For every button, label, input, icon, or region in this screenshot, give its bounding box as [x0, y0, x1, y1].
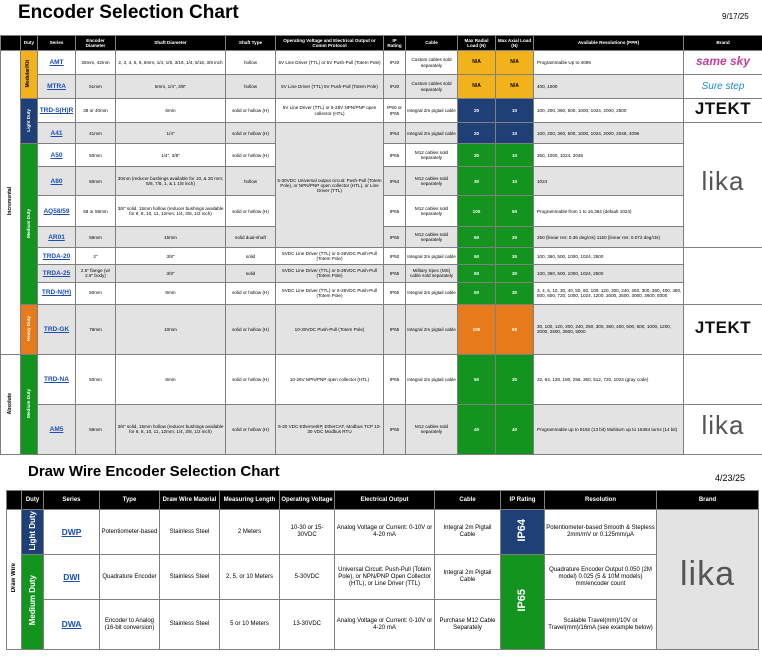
cell-cable: Integral 2m pigtail cable — [406, 248, 458, 265]
cell-voltage: 5-30 VDC Ethernet/IP, EtherCAT, Modbus TCP 10-30 VDC Modbus RTU — [276, 404, 384, 454]
cell-voltage: 10-26V NPN/PNP open collector (HTL) — [276, 354, 384, 404]
cell-diameter: 51mm — [76, 75, 116, 99]
header-voltage: Operating Voltage — [280, 491, 335, 510]
cell-diameter: 41mm — [76, 123, 116, 144]
series-link-a41[interactable]: A41 — [38, 123, 76, 144]
cell-radial: 40 — [458, 404, 496, 454]
brand-blank-2 — [684, 354, 762, 404]
cell-voltage: 13-30VDC — [280, 600, 335, 650]
cell-axial: 30 — [496, 282, 534, 304]
cell-length: 5 or 10 Meters — [220, 600, 280, 650]
series-link-aq58[interactable]: AQ58/59 — [38, 196, 76, 227]
chart1-date: 9/17/25 — [722, 12, 749, 21]
header-series: Series — [38, 36, 76, 51]
header-shaft-type: Shaft Type — [226, 36, 276, 51]
cell-shaft: 6mm — [116, 99, 226, 123]
series-link-am5[interactable]: AM5 — [38, 404, 76, 454]
chart2-date: 4/23/25 — [715, 473, 746, 483]
duty-medium: Medium Duty — [21, 144, 38, 304]
cell-resolution: Programmable up to 8192 (13 bit) Multiturn up to 16384 turns (14 bit) — [534, 404, 684, 454]
cell-radial: 20 — [458, 123, 496, 144]
cell-cable: Integral 2m Pigtail Cable — [435, 555, 501, 600]
cell-shaft: 3/8" — [116, 265, 226, 282]
cell-axial: 50 — [496, 304, 534, 354]
cell-diameter: 2" — [76, 248, 116, 265]
cell-resolution: 100, 200, 360, 500, 1000, 1024, 2000, 2500 — [534, 99, 684, 123]
cell-type: Quadrature Encoder — [100, 555, 160, 600]
cell-shaft: 3/8" — [116, 248, 226, 265]
cell-shaft: 3/8" solid, 15mm hollow (reducer bushings available for 6, 8, 10, 11, 12mm; 1/4, 3/8, 1/2 inch) — [116, 404, 226, 454]
header-resolutions: Available Resolutions (PPR) — [534, 36, 684, 51]
cell-cable: M12 cables sold separately — [406, 167, 458, 196]
header-length: Measuring Length — [220, 491, 280, 510]
header-type: Type — [100, 491, 160, 510]
table-row — [1, 248, 762, 265]
cell-type: Potentiometer-based — [100, 510, 160, 555]
table-row — [7, 510, 759, 555]
duty-modular: Modular/Kit — [21, 51, 38, 99]
cell-resolution: 1024 — [534, 167, 684, 196]
brand-sure-step-logo: Sure step — [684, 75, 762, 99]
cell-axial: N/A — [496, 75, 534, 99]
table-row — [1, 282, 762, 304]
cell-resolution: 400, 1000 — [534, 75, 684, 99]
table-row — [1, 354, 762, 404]
cell-cable: Integral 2m pigtail cable — [406, 354, 458, 404]
cell-ip: IP50 — [384, 248, 406, 265]
cell-type: solid or hollow (H) — [226, 354, 276, 404]
cell-type: solid or hollow (H) — [226, 144, 276, 167]
cell-resolution: 100, 360, 500, 1000, 1024, 2500 — [534, 265, 684, 282]
table-row — [1, 75, 762, 99]
duty-medium: Medium Duty — [22, 555, 44, 650]
cell-shaft: 5mm, 1/4", 3/8" — [116, 75, 226, 99]
series-link-amt[interactable]: AMT — [38, 51, 76, 75]
brand-same-sky-logo: same sky — [684, 51, 762, 75]
series-link-trd-nh[interactable]: TRD-N(H) — [38, 282, 76, 304]
brand-jtekt-logo-2: JTEKT — [684, 304, 762, 354]
header-material: Draw Wire Material — [160, 491, 220, 510]
cell-voltage: 5V Line Driver (TTL) or 5V Push-Pull (Totem Pole) — [276, 51, 384, 75]
cell-diameter: 50mm — [76, 354, 116, 404]
cell-ip: IP20 — [384, 51, 406, 75]
cell-type: solid — [226, 248, 276, 265]
cell-cable: Purchase M12 Cable Separately — [435, 600, 501, 650]
cell-diameter: 50mm — [76, 144, 116, 167]
cell-cable: Custom cables sold separately — [406, 51, 458, 75]
cell-output: Analog Voltage or Current: 0-10V or 4-20 mA — [335, 510, 435, 555]
cell-voltage: 5VDC Line Driver (TTL) or 5-28VDC Push-Pull (Totem Pole) — [276, 265, 384, 282]
cell-resolution: Programmable Up to 4096 — [534, 51, 684, 75]
cell-type: solid or hollow (H) — [226, 196, 276, 227]
cell-resolution: Scalable Travel(mm)/10V or Travel(mm)/16mA (see example below) — [545, 600, 657, 650]
cell-axial: 10 — [496, 167, 534, 196]
header-ip-rating: IP Rating — [384, 36, 406, 51]
cell-shaft: 3/8" solid, 15mm hollow (reducer bushings available for 6, 8, 10, 11, 12mm; 1/4, 3/8, 1/2 inch) — [116, 196, 226, 227]
cell-resolution: 30, 100, 120, 200, 240, 250, 300, 360, 400, 500, 600, 1000, 1200, 2000, 2500, 3600, 5000 — [534, 304, 684, 354]
header-duty: Duty — [21, 36, 38, 51]
cell-shaft: 1/4" — [116, 123, 226, 144]
cell-ip: IP65 — [384, 227, 406, 248]
cell-length: 2 Meters — [220, 510, 280, 555]
cell-shaft: 1/4", 3/8" — [116, 144, 226, 167]
table-row — [1, 51, 762, 75]
cell-type: solid or hollow (H) — [226, 99, 276, 123]
header-output: Electrical Output — [335, 491, 435, 510]
cell-lika-voltage: 5-30VDC Universal output circuit: Push-Pull (Totem Pole), or NPN/PNP open collector (HTL), or Line Driver (TTL) — [276, 123, 384, 248]
cell-output: Universal Circuit: Push-Pull (Totem Pole), or NPN/PNP Open Collector (HTL), or Line Driver (TTL) — [335, 555, 435, 600]
cell-radial: 50 — [458, 227, 496, 248]
cell-radial: N/A — [458, 51, 496, 75]
cell-type: solid or hollow (H) — [226, 123, 276, 144]
cell-ip: IP65 — [384, 196, 406, 227]
cell-radial: 100 — [458, 304, 496, 354]
cell-ip: IP65 — [501, 555, 545, 650]
table-row — [7, 555, 759, 600]
cell-shaft: 8mm — [116, 282, 226, 304]
cell-cable: Integral 2m pigtail cable — [406, 304, 458, 354]
cell-ip: IP20 — [384, 75, 406, 99]
cell-type: hollow — [226, 51, 276, 75]
cell-voltage: 5V Line Driver (TTL) 5V Push-Pull (Totem Pole) — [276, 75, 384, 99]
table-row — [1, 404, 762, 454]
cell-type: solid — [226, 265, 276, 282]
cell-cable: Integral 2m pigtail cable — [406, 282, 458, 304]
cell-resolution: 32, 64, 128, 180, 256, 360, 512, 720, 1024 (gray code) — [534, 354, 684, 404]
cell-ip: IP65 — [384, 304, 406, 354]
group-absolute: Absolute — [1, 354, 21, 454]
header-encoder-diameter: Encoder Diameter — [76, 36, 116, 51]
brand-lika-logo-3: lika — [657, 510, 759, 650]
header-radial-load: Max Radial Load (N) — [458, 36, 496, 51]
duty-light: Light Duty — [22, 510, 44, 555]
header-axial-load: Max Axial Load (N) — [496, 36, 534, 51]
header-cable: Cable — [406, 36, 458, 51]
cell-ip: IP65 — [384, 282, 406, 304]
cell-axial: N/A — [496, 51, 534, 75]
series-link-dwa[interactable]: DWA — [44, 600, 100, 650]
series-link-trd-shr[interactable]: TRD-S(H)R — [38, 99, 76, 123]
cell-resolution: Programmable from 1 to 16,384 (default 1024) — [534, 196, 684, 227]
cell-ip: IP64 — [384, 123, 406, 144]
header-shaft-diameter: Shaft Diameter — [116, 36, 226, 51]
cell-type: solid or hollow (H) — [226, 404, 276, 454]
cell-resolution: 3, 4, 5, 10, 30, 40, 50, 60, 100, 120, 200, 240, 250, 300, 360, 400, 480, 500, 600, 720, 1000, 1024, 1200, 2000, 2500, 3000, 3600, 5000 — [534, 282, 684, 304]
series-link-mtra[interactable]: MTRA — [38, 75, 76, 99]
series-link-dwp[interactable]: DWP — [44, 510, 100, 555]
cell-voltage: 10-30VDC Push-Pull (Totem Pole) — [276, 304, 384, 354]
cell-material: Stainless Steel — [160, 600, 220, 650]
cell-cable: Integral 2m pigtail cable — [406, 123, 458, 144]
header-brand: Brand — [657, 491, 759, 510]
header-blank — [7, 491, 22, 510]
series-link-ar01[interactable]: AR01 — [38, 227, 76, 248]
cell-shaft: 30mm (reducer bushings available for 10, & 30 mm; 5/8, 7/8, 1, & 1 1/8 inch) — [116, 167, 226, 196]
cell-resolution: 100, 200, 360, 500, 1000, 1024, 2000, 2048, 4096 — [534, 123, 684, 144]
brand-jtekt-logo: JTEKT — [684, 99, 762, 123]
cell-radial: 30 — [458, 144, 496, 167]
group-incremental: Incremental — [1, 51, 21, 355]
cell-diameter: 58mm — [76, 227, 116, 248]
cell-axial: 30 — [496, 265, 534, 282]
cell-ip: IP64 — [384, 167, 406, 196]
cell-voltage: 10-30 or 15-30VDC — [280, 510, 335, 555]
cell-radial: 50 — [458, 282, 496, 304]
cell-ip: IP64 — [501, 510, 545, 555]
header-duty: Duty — [22, 491, 44, 510]
cell-type: solid or hollow (H) — [226, 304, 276, 354]
header-cable: Cable — [435, 491, 501, 510]
cell-output: Analog Voltage or Current: 0-10V or 4-20 mA — [335, 600, 435, 650]
cell-axial: 30 — [496, 248, 534, 265]
cell-shaft: 10mm — [116, 304, 226, 354]
cell-voltage: 5VDC Line Driver (TTL) or 5-28VDC Push-Pull (Totem Pole) — [276, 248, 384, 265]
cell-cable: M12 cables sold separately — [406, 404, 458, 454]
series-link-trd-gk[interactable]: TRD-GK — [38, 304, 76, 354]
cell-material: Stainless Steel — [160, 510, 220, 555]
table-row — [1, 99, 762, 123]
cell-radial: 50 — [458, 248, 496, 265]
chart2-header-row — [7, 491, 759, 510]
cell-voltage: 5V Line Driver (TTL) or 5-28V NPN/PNP open collector (HTL) — [276, 99, 384, 123]
cell-axial: 50 — [496, 196, 534, 227]
cell-type: hollow — [226, 75, 276, 99]
cell-diameter: 2.5" flange (w/ 2.9" body) — [76, 265, 116, 282]
cell-shaft: 8mm — [116, 354, 226, 404]
duty-heavy: Heavy Duty — [21, 304, 38, 354]
cell-type: solid dual-shaft — [226, 227, 276, 248]
cell-type: Encoder to Analog (16-bit conversion) — [100, 600, 160, 650]
chart1-title: Encoder Selection Chart — [18, 2, 239, 23]
table-row — [1, 304, 762, 354]
cell-length: 2, 5, or 10 Meters — [220, 555, 280, 600]
cell-resolution: Potentiometer-based Smooth & Stepless 2mm/mV or 0.125mm/μA — [545, 510, 657, 555]
cell-cable: Military Spec (MS) cable sold separately — [406, 265, 458, 282]
cell-type: hollow — [226, 167, 276, 196]
table-row — [1, 123, 762, 144]
cell-axial: 10 — [496, 99, 534, 123]
cell-ip: IP65 — [384, 404, 406, 454]
series-link-dwi[interactable]: DWI — [44, 555, 100, 600]
cell-axial: 10 — [496, 144, 534, 167]
cell-cable: Custom cables sold separately — [406, 75, 458, 99]
cell-diameter: 50mm — [76, 282, 116, 304]
chart2-title: Draw Wire Encoder Selection Chart — [28, 463, 280, 480]
cell-type: solid or hollow (H) — [226, 282, 276, 304]
brand-lika-logo: lika — [684, 123, 762, 248]
cell-radial: 50 — [458, 354, 496, 404]
cell-ip: IP65 — [384, 144, 406, 167]
header-voltage: Operating Voltage and Electrical Output or Comm Protocol — [276, 36, 384, 51]
cell-radial: N/A — [458, 75, 496, 99]
header-ip-rating: IP Rating — [501, 491, 545, 510]
cell-ip: IP65 — [384, 354, 406, 404]
cell-voltage: 5VDC Line Driver (TTL) or 5-28VDC Push-Pull (Totem Pole) — [276, 282, 384, 304]
chart1-header-row — [1, 36, 762, 51]
cell-diameter: 28mm, 42mm — [76, 51, 116, 75]
cell-diameter: 58 or 59mm — [76, 196, 116, 227]
group-draw-wire: Draw Wire — [7, 510, 22, 650]
brand-blank — [684, 248, 762, 304]
cell-resolution: 250 (linear res: 0.36 deg/cts) 1150 (linear res: 0.072 deg/cts) — [534, 227, 684, 248]
cell-radial: 100 — [458, 196, 496, 227]
cell-shaft: 2, 3, 4, 5, 6, 8mm, 1/4, 1/8, 3/16, 1/4, 5/16, 3/8 inch — [116, 51, 226, 75]
cell-radial: 30 — [458, 167, 496, 196]
cell-cable: M12 cables sold separately — [406, 227, 458, 248]
series-link-a50[interactable]: A50 — [38, 144, 76, 167]
header-brand: Brand — [684, 36, 762, 51]
cell-resolution: 360, 1000, 1024, 2048 — [534, 144, 684, 167]
encoder-selection-table — [0, 35, 762, 455]
cell-ip: IP65 — [384, 265, 406, 282]
table-row — [7, 600, 759, 650]
brand-lika-logo-2: lika — [684, 404, 762, 454]
draw-wire-table — [6, 490, 759, 650]
duty-light: Light Duty — [21, 99, 38, 144]
cell-material: Stainless Steel — [160, 555, 220, 600]
cell-diameter: 58mm — [76, 404, 116, 454]
table-row — [1, 265, 762, 282]
header-series: Series — [44, 491, 100, 510]
cell-radial: 50 — [458, 265, 496, 282]
cell-diameter: 78mm — [76, 304, 116, 354]
cell-axial: 40 — [496, 404, 534, 454]
cell-shaft: 15mm — [116, 227, 226, 248]
cell-voltage: 5-30VDC — [280, 555, 335, 600]
cell-axial: 30 — [496, 354, 534, 404]
cell-resolution: 100, 360, 500, 1000, 1024, 2500 — [534, 248, 684, 265]
series-link-trd-na[interactable]: TRD-NA — [38, 354, 76, 404]
cell-resolution: Quadrature Encoder Output 0.050 (2M model) 0.025 (5 & 10M models) mm/encoder count — [545, 555, 657, 600]
series-link-a80[interactable]: A80 — [38, 167, 76, 196]
cell-axial: 20 — [496, 227, 534, 248]
cell-axial: 10 — [496, 123, 534, 144]
cell-cable: M12 cables sold separately — [406, 144, 458, 167]
header-blank — [1, 36, 21, 51]
cell-diameter: 38 or 40mm — [76, 99, 116, 123]
cell-cable: Integral 2m pigtail cable — [406, 99, 458, 123]
series-link-trda-25[interactable]: TRDA-25 — [38, 265, 76, 282]
cell-cable: M12 cables sold separately — [406, 196, 458, 227]
cell-diameter: 60mm — [76, 167, 116, 196]
header-resolution: Resolution — [545, 491, 657, 510]
cell-radial: 20 — [458, 99, 496, 123]
cell-cable: Integral 2m Pigtail Cable — [435, 510, 501, 555]
duty-medium-absolute: Medium Duty — [21, 354, 38, 454]
cell-ip: IP50 or IP65 — [384, 99, 406, 123]
series-link-trda-20[interactable]: TRDA-20 — [38, 248, 76, 265]
